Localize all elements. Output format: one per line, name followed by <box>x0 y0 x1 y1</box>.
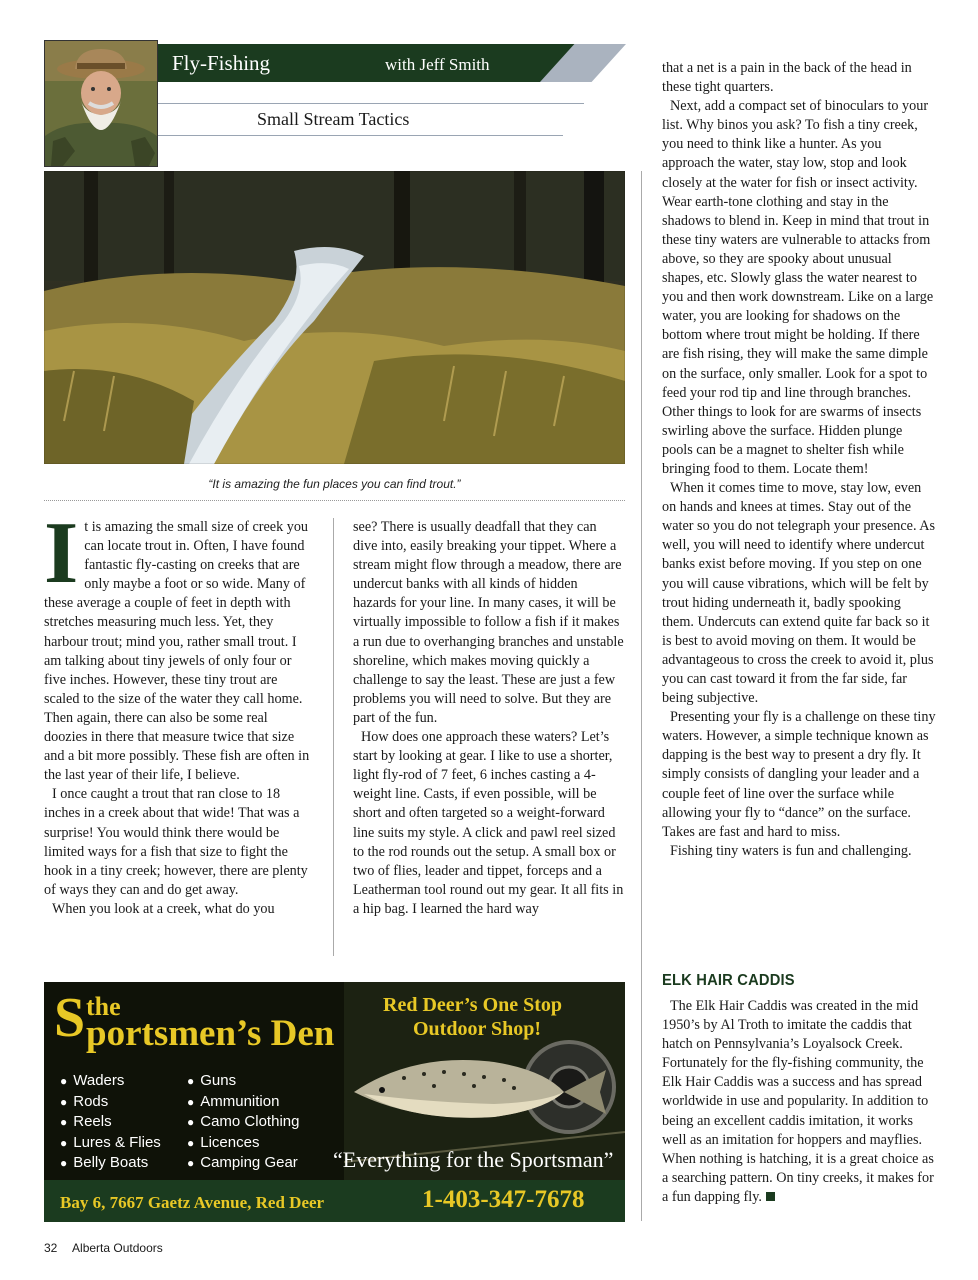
paragraph: see? There is usually deadfall that they can dive into, easily breaking your tippet. Where a stream might flow through a meadow, there are undercut banks with all kinds of hidden hazards for your line. In many cases, it will be virtually impossible to follow a fish if it makes a run due to overhanging branches and unstable shoreline, which makes moving quickly a challenge to say the least. These are just a few problems you will need to solve. But they are part of the fun. <box>353 519 624 726</box>
ad-list-item: ● Licences <box>187 1133 299 1154</box>
column-divider-1 <box>333 518 334 956</box>
ad-list-item: ● Lures & Flies <box>60 1133 161 1154</box>
ad-logo-initial: S <box>54 987 86 1049</box>
ad-logo-the: the <box>86 992 121 1021</box>
creek-photo-image <box>44 171 625 464</box>
sidebar-text-block <box>662 997 936 1207</box>
caption-divider <box>44 500 625 501</box>
paragraph: I once caught a trout that ran close to 18 inches in a creek about that wide! That was a surprise! You would think there would be limited ways for a fish that size to fight the hook in a tiny creek; however, there are plenty of ways they can and do get away. <box>44 786 308 898</box>
column-divider-2 <box>641 171 642 1221</box>
paragraph: When it comes time to move, stay low, even on hands and knees at times. Stay out of the water so you do not telegraph your presence. As well, you will need to identify where undercut banks exist before moving. If you step on one you will cause vibrations, which will be felt by trout hiding underneath it, badly spooking them. Undercuts can extend quite far back so it is best to avoid moving on them. It would be advantageous to cross the creek to avoid it, plus you can cast toward it from the far side, far being subjective. <box>662 480 936 707</box>
ad-list-item: ● Waders <box>60 1071 161 1092</box>
article-subtitle: Small Stream Tactics <box>257 109 410 129</box>
ad-tagline: “Everything for the Sportsman” <box>333 1147 614 1172</box>
ad-list-item: ● Guns <box>187 1071 299 1092</box>
paragraph: When you look at a creek, what do you <box>52 900 275 917</box>
ad-list-item: ● Ammunition <box>187 1092 299 1113</box>
sportsmens-den-ad[interactable] <box>44 982 625 1222</box>
ad-list-item: ● Belly Boats <box>60 1153 161 1174</box>
author-portrait-image <box>45 41 157 166</box>
paragraph: Fishing tiny waters is fun and challenging. <box>670 842 912 859</box>
ad-product-list-2 <box>187 1071 299 1174</box>
article-column-3 <box>662 59 936 861</box>
ad-list-item: ● Camping Gear <box>187 1153 299 1174</box>
publication-name: Alberta Outdoors <box>72 1241 163 1255</box>
paragraph: Presenting your fly is a challenge on these tiny waters. However, a simple technique known as dapping is the best way to present a dry fly. It simply consists of dangling your leader and a couple feet of line over the surface while allowing your fly to “dance” on the surface. Takes are fast and hard to miss. <box>662 709 936 840</box>
ad-phone-number[interactable]: 1-403-347-7678 <box>422 1186 585 1213</box>
creek-photo <box>44 171 625 464</box>
page-footer <box>44 1241 175 1255</box>
ad-logo-name: portsmen’s Den <box>86 1013 335 1054</box>
end-mark-icon <box>766 1192 775 1201</box>
sidebar-text: The Elk Hair Caddis was created in the mid 1950’s by Al Troth to imitate the caddis that hatch on Pennsylvania’s Loyalsock Creek. Fortunately for the fly-fishing community, the Elk Hair Caddis was a success and has spread worldwide in use and popularity. In addition to being an excellent caddis imitation, it works well as an imitation for hoppers and mayflies. When nothing is hatching, it is a great choice as a searching pattern. On tiny creeks, it makes for a fun dapping fly. <box>662 998 934 1205</box>
article-column-1 <box>44 505 312 919</box>
ad-list-item: ● Camo Clothing <box>187 1112 299 1133</box>
column-kicker: Fly-Fishing <box>172 51 271 75</box>
paragraph: How does one approach these waters? Let’s start by looking at gear. I like to use a shorter, light fly-rod of 7 feet, 6 inches casting a 4-weight line. Casts, if even possible, will be short and often targeted so a weight-forward line suits my style. A click and pawl reel sized to the rod rounds out the setup. A small box or two of flies, leader and tippet, forceps and a Leatherman tool round out my gear. It all fits in a hip bag. I learned the hard way <box>353 729 624 917</box>
ad-slogan-line-1: Red Deer’s One Stop <box>383 994 563 1016</box>
subtitle-rule-top <box>158 103 584 104</box>
author-byline: with Jeff Smith <box>385 55 490 74</box>
ad-address: Bay 6, 7667 Gaetz Avenue, Red Deer <box>60 1193 325 1212</box>
drop-cap: I <box>44 505 79 602</box>
article-column-2 <box>353 518 624 919</box>
ad-product-list-1 <box>60 1071 161 1174</box>
ad-slogan-line-2: Outdoor Shop! <box>413 1018 542 1040</box>
paragraph: Next, add a compact set of binoculars to your list. Why binos you ask? To fish a tiny creek, you need to think like a hunter. As you approach the water, stay low, stop and look closely at the water for fish or insect activity. Wear earth-tone clothing and stay in the shadows to blend in. Keep in mind that trout in these tiny waters are vulnerable to attacks from above, so they are spooky about unusual shapes, etc. Slowly glass the water nearest to you and then work downstream. Like on a large water, you are looking for shadows on the bottom where trout might be holding. If there are fish rising, they will make the same dimple on the surface, only smaller. Look for a spot to feed your rod tip and line through branches. Other things to look for are swarms of insects swirling above the surface. Hidden plunge pools can be a magnet to shelter fish while bringing food to them. Locate them! <box>662 98 934 477</box>
ad-list-item: ● Reels <box>60 1112 161 1133</box>
author-portrait <box>44 40 158 167</box>
ad-list-item: ● Rods <box>60 1092 161 1113</box>
subtitle-rule-bottom <box>158 135 563 136</box>
paragraph: t is amazing the small size of creek you can locate trout in. Often, I have found fantastic fly-casting on creeks that are only maybe a foot or so wide. Many of these average a couple of feet in depth with stretches measuring much less. Yet, they harbour trout; mind you, rather small trout. I am talking about tiny jewels of only four or five inches. However, these tiny trout are scaled to the size of the water they call home. Then again, there can also be some real doozies in there that measure twice that size and a bit more possibly. These fish are often in the last year of their life, I believe. <box>44 519 310 784</box>
paragraph: that a net is a pain in the back of the head in these tight quarters. <box>662 60 912 96</box>
page-number: 32 <box>44 1241 58 1255</box>
photo-caption: “It is amazing the fun places you can find trout.” <box>208 477 461 491</box>
paragraph <box>662 997 936 1207</box>
sidebar-heading: ELK HAIR CADDIS <box>662 972 795 989</box>
